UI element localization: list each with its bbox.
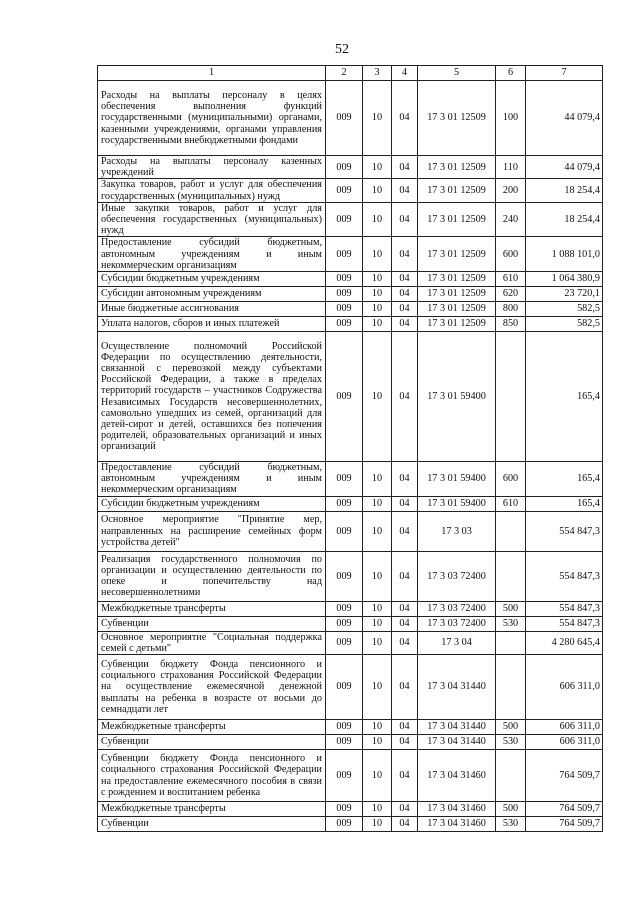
- amount: 764 509,7: [526, 750, 603, 802]
- subsection-code: 04: [392, 802, 418, 817]
- amount: 1 064 380,9: [526, 272, 603, 287]
- amount: 764 509,7: [526, 802, 603, 817]
- expense-type-code: 200: [496, 179, 526, 202]
- section-code: 10: [363, 202, 392, 237]
- table-row: [98, 317, 603, 332]
- subsection-code: 04: [392, 317, 418, 332]
- section-code: 10: [363, 496, 392, 511]
- expense-type-code: 530: [496, 616, 526, 631]
- row-description: Межбюджетные трансферты: [98, 601, 326, 616]
- row-description: Субвенции бюджету Фонда пенсионного и социального страхования Российской Федерации на осуществление ежемесячной денежной выплаты на ребенка в возрасте от восьми до семнадцати лет: [98, 655, 326, 720]
- table-row: [98, 802, 603, 817]
- table-row: [98, 735, 603, 750]
- amount: 606 311,0: [526, 655, 603, 720]
- expense-type-code: 500: [496, 601, 526, 616]
- section-code: 10: [363, 179, 392, 202]
- amount: 554 847,3: [526, 511, 603, 551]
- expense-type-code: 530: [496, 817, 526, 832]
- section-code: 10: [363, 817, 392, 832]
- ministry-code: 009: [326, 462, 363, 497]
- expense-type-code: 600: [496, 462, 526, 497]
- row-description: Субвенции: [98, 616, 326, 631]
- budget-table: [97, 65, 603, 832]
- subsection-code: 04: [392, 551, 418, 601]
- column-header: 5: [418, 66, 496, 81]
- table-row: [98, 655, 603, 720]
- table-row: [98, 179, 603, 202]
- target-article-code: 17 3 01 59400: [418, 496, 496, 511]
- table-row: [98, 511, 603, 551]
- row-description: Межбюджетные трансферты: [98, 720, 326, 735]
- expense-type-code: 110: [496, 156, 526, 179]
- row-description: Субсидии бюджетным учреждениям: [98, 272, 326, 287]
- amount: 165,4: [526, 462, 603, 497]
- table-row: [98, 272, 603, 287]
- expense-type-code: [496, 655, 526, 720]
- section-code: 10: [363, 156, 392, 179]
- expense-type-code: 620: [496, 287, 526, 302]
- subsection-code: 04: [392, 272, 418, 287]
- table-row: [98, 81, 603, 156]
- amount: 554 847,3: [526, 551, 603, 601]
- amount: 23 720,1: [526, 287, 603, 302]
- section-code: 10: [363, 511, 392, 551]
- subsection-code: 04: [392, 735, 418, 750]
- section-code: 10: [363, 332, 392, 462]
- target-article-code: 17 3 03 72400: [418, 551, 496, 601]
- target-article-code: 17 3 01 12509: [418, 179, 496, 202]
- row-description: Субсидии автономным учреждениям: [98, 287, 326, 302]
- target-article-code: 17 3 04: [418, 631, 496, 654]
- table-row: [98, 202, 603, 237]
- expense-type-code: 100: [496, 81, 526, 156]
- row-description: Закупка товаров, работ и услуг для обеспечения государственных (муниципальных) нужд: [98, 179, 326, 202]
- ministry-code: 009: [326, 802, 363, 817]
- column-header: 7: [526, 66, 603, 81]
- target-article-code: 17 3 01 12509: [418, 202, 496, 237]
- table-row: [98, 750, 603, 802]
- row-description: Уплата налогов, сборов и иных платежей: [98, 317, 326, 332]
- section-code: 10: [363, 237, 392, 272]
- ministry-code: 009: [326, 156, 363, 179]
- target-article-code: 17 3 01 59400: [418, 462, 496, 497]
- row-description: Основное мероприятие "Принятие мер, направленных на расширение семейных форм устройства детей": [98, 511, 326, 551]
- expense-type-code: 530: [496, 735, 526, 750]
- row-description: Предоставление субсидий бюджетным, автономным учреждениям и иным некоммерческим организациям: [98, 237, 326, 272]
- column-header: 1: [98, 66, 326, 81]
- row-description: Расходы на выплаты персоналу в целях обеспечения выполнения функций государственными (муниципальными) органами, казенными учреждениями, органами управления государственными внебюджетными фондами: [98, 81, 326, 156]
- row-description: Иные бюджетные ассигнования: [98, 302, 326, 317]
- expense-type-code: 600: [496, 237, 526, 272]
- target-article-code: 17 3 01 12509: [418, 81, 496, 156]
- section-code: 10: [363, 81, 392, 156]
- section-code: 10: [363, 272, 392, 287]
- row-description: Субсидии бюджетным учреждениям: [98, 496, 326, 511]
- amount: 44 079,4: [526, 81, 603, 156]
- expense-type-code: 610: [496, 496, 526, 511]
- target-article-code: 17 3 01 59400: [418, 332, 496, 462]
- table-row: [98, 332, 603, 462]
- target-article-code: 17 3 03 72400: [418, 616, 496, 631]
- subsection-code: 04: [392, 631, 418, 654]
- ministry-code: 009: [326, 237, 363, 272]
- amount: 18 254,4: [526, 179, 603, 202]
- expense-type-code: [496, 511, 526, 551]
- row-description: Субвенции бюджету Фонда пенсионного и социального страхования Российской Федерации на предоставление ежемесячного пособия в связи с рождением и воспитанием ребенка: [98, 750, 326, 802]
- target-article-code: 17 3 04 31440: [418, 735, 496, 750]
- ministry-code: 009: [326, 616, 363, 631]
- expense-type-code: [496, 631, 526, 654]
- table-row: [98, 462, 603, 497]
- target-article-code: 17 3 01 12509: [418, 156, 496, 179]
- subsection-code: 04: [392, 496, 418, 511]
- section-code: 10: [363, 720, 392, 735]
- table-row: [98, 156, 603, 179]
- row-description: Реализация государственного полномочия по организации и осуществлению деятельности по опеке и попечительству над несовершеннолетними: [98, 551, 326, 601]
- amount: 165,4: [526, 332, 603, 462]
- row-description: Субвенции: [98, 817, 326, 832]
- row-description: Основное мероприятие "Социальная поддержка семей с детьми": [98, 631, 326, 654]
- section-code: 10: [363, 551, 392, 601]
- target-article-code: 17 3 04 31440: [418, 655, 496, 720]
- table-header-row: [98, 66, 603, 81]
- row-description: Осуществление полномочий Российской Федерации по осуществлению деятельности, связанной с перевозкой между субъектами Российской Федерации, а также в пределах территорий государств – участников Содружества Независимых Государств несовершеннолетних, самовольно ушедших из семей, организаций для детей-сирот и детей, оставшихся без попечения родителей, образовательных организаций и иных организаций: [98, 332, 326, 462]
- amount: 554 847,3: [526, 616, 603, 631]
- subsection-code: 04: [392, 817, 418, 832]
- subsection-code: 04: [392, 156, 418, 179]
- ministry-code: 009: [326, 601, 363, 616]
- target-article-code: 17 3 01 12509: [418, 302, 496, 317]
- amount: 606 311,0: [526, 720, 603, 735]
- subsection-code: 04: [392, 202, 418, 237]
- row-description: Субвенции: [98, 735, 326, 750]
- section-code: 10: [363, 631, 392, 654]
- expense-type-code: 240: [496, 202, 526, 237]
- amount: 606 311,0: [526, 735, 603, 750]
- table-body: [98, 81, 603, 832]
- ministry-code: 009: [326, 631, 363, 654]
- table-row: [98, 631, 603, 654]
- ministry-code: 009: [326, 179, 363, 202]
- section-code: 10: [363, 616, 392, 631]
- subsection-code: 04: [392, 81, 418, 156]
- target-article-code: 17 3 03: [418, 511, 496, 551]
- amount: 582,5: [526, 317, 603, 332]
- target-article-code: 17 3 04 31460: [418, 817, 496, 832]
- target-article-code: 17 3 01 12509: [418, 287, 496, 302]
- column-header: 3: [363, 66, 392, 81]
- ministry-code: 009: [326, 81, 363, 156]
- amount: 1 088 101,0: [526, 237, 603, 272]
- ministry-code: 009: [326, 735, 363, 750]
- target-article-code: 17 3 01 12509: [418, 237, 496, 272]
- expense-type-code: [496, 332, 526, 462]
- table-row: [98, 287, 603, 302]
- table-row: [98, 817, 603, 832]
- subsection-code: 04: [392, 750, 418, 802]
- subsection-code: 04: [392, 237, 418, 272]
- subsection-code: 04: [392, 601, 418, 616]
- section-code: 10: [363, 655, 392, 720]
- ministry-code: 009: [326, 272, 363, 287]
- table-row: [98, 302, 603, 317]
- section-code: 10: [363, 802, 392, 817]
- subsection-code: 04: [392, 655, 418, 720]
- subsection-code: 04: [392, 616, 418, 631]
- subsection-code: 04: [392, 462, 418, 497]
- expense-type-code: 500: [496, 802, 526, 817]
- row-description: Предоставление субсидий бюджетным, автономным учреждениям и иным некоммерческим организациям: [98, 462, 326, 497]
- column-header: 4: [392, 66, 418, 81]
- ministry-code: 009: [326, 332, 363, 462]
- target-article-code: 17 3 04 31460: [418, 802, 496, 817]
- section-code: 10: [363, 317, 392, 332]
- table-row: [98, 551, 603, 601]
- ministry-code: 009: [326, 202, 363, 237]
- ministry-code: 009: [326, 750, 363, 802]
- row-description: Межбюджетные трансферты: [98, 802, 326, 817]
- amount: 44 079,4: [526, 156, 603, 179]
- section-code: 10: [363, 750, 392, 802]
- subsection-code: 04: [392, 287, 418, 302]
- subsection-code: 04: [392, 302, 418, 317]
- expense-type-code: 800: [496, 302, 526, 317]
- amount: 764 509,7: [526, 817, 603, 832]
- row-description: Расходы на выплаты персоналу казенных учреждений: [98, 156, 326, 179]
- expense-type-code: 500: [496, 720, 526, 735]
- subsection-code: 04: [392, 720, 418, 735]
- column-header: 2: [326, 66, 363, 81]
- section-code: 10: [363, 302, 392, 317]
- table-row: [98, 601, 603, 616]
- amount: 18 254,4: [526, 202, 603, 237]
- ministry-code: 009: [326, 655, 363, 720]
- ministry-code: 009: [326, 551, 363, 601]
- section-code: 10: [363, 462, 392, 497]
- ministry-code: 009: [326, 287, 363, 302]
- ministry-code: 009: [326, 511, 363, 551]
- amount: 165,4: [526, 496, 603, 511]
- table-row: [98, 237, 603, 272]
- amount: 582,5: [526, 302, 603, 317]
- ministry-code: 009: [326, 302, 363, 317]
- table-row: [98, 616, 603, 631]
- target-article-code: 17 3 01 12509: [418, 317, 496, 332]
- ministry-code: 009: [326, 496, 363, 511]
- row-description: Иные закупки товаров, работ и услуг для обеспечения государственных (муниципальных) нужд: [98, 202, 326, 237]
- ministry-code: 009: [326, 720, 363, 735]
- target-article-code: 17 3 01 12509: [418, 272, 496, 287]
- target-article-code: 17 3 04 31440: [418, 720, 496, 735]
- target-article-code: 17 3 03 72400: [418, 601, 496, 616]
- expense-type-code: [496, 750, 526, 802]
- expense-type-code: 610: [496, 272, 526, 287]
- amount: 4 280 645,4: [526, 631, 603, 654]
- expense-type-code: [496, 551, 526, 601]
- ministry-code: 009: [326, 317, 363, 332]
- table-row: [98, 720, 603, 735]
- subsection-code: 04: [392, 511, 418, 551]
- target-article-code: 17 3 04 31460: [418, 750, 496, 802]
- section-code: 10: [363, 287, 392, 302]
- section-code: 10: [363, 601, 392, 616]
- subsection-code: 04: [392, 179, 418, 202]
- expense-type-code: 850: [496, 317, 526, 332]
- table-row: [98, 496, 603, 511]
- page-number: 52: [335, 42, 349, 57]
- section-code: 10: [363, 735, 392, 750]
- subsection-code: 04: [392, 332, 418, 462]
- ministry-code: 009: [326, 817, 363, 832]
- column-header: 6: [496, 66, 526, 81]
- amount: 554 847,3: [526, 601, 603, 616]
